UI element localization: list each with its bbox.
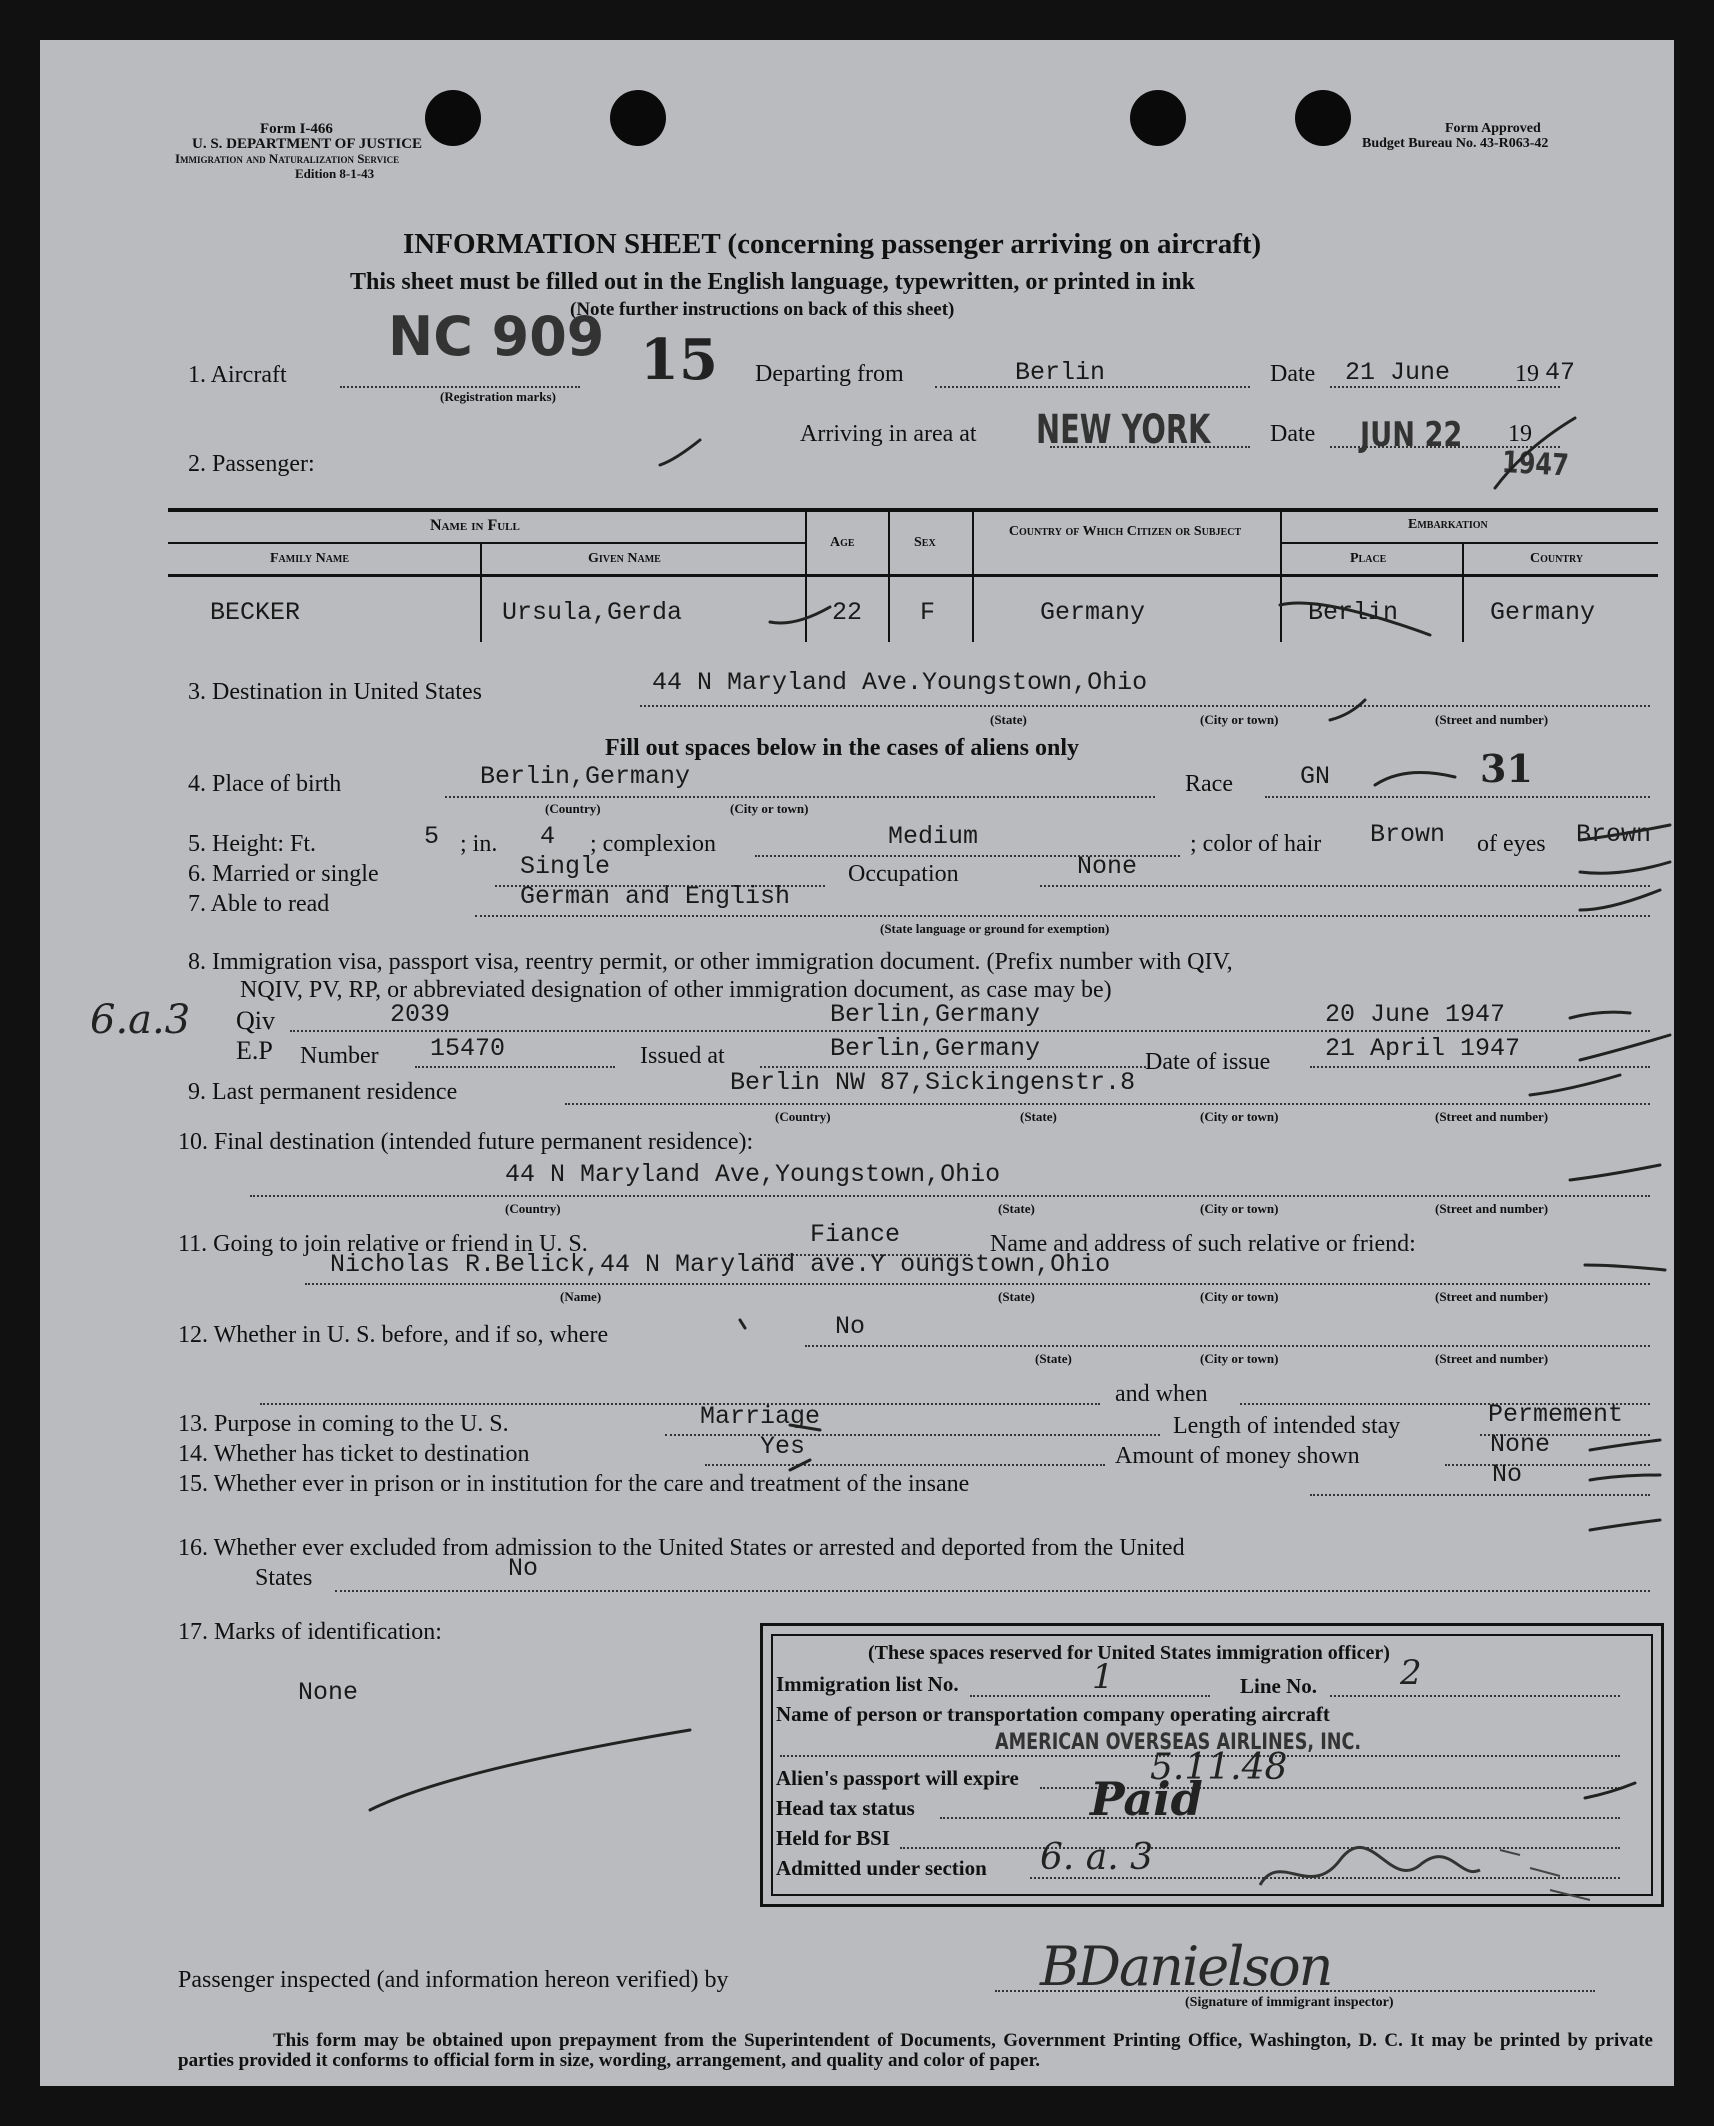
date-of-issue: 21 April 1947 <box>1325 1034 1521 1063</box>
complexion-value: Medium <box>888 822 979 851</box>
checkmarks-overlay <box>40 40 1674 2086</box>
hair-value: Brown <box>1370 820 1446 849</box>
sex: F <box>920 598 936 627</box>
caption-country: (Country) <box>505 1201 561 1216</box>
given-header: Given Name <box>588 551 661 566</box>
purpose-label: 13. Purpose in coming to the U. S. <box>178 1411 509 1437</box>
signature-caption: (Signature of immigrant inspector) <box>1185 1995 1394 2010</box>
height-ft: 5 <box>424 822 440 851</box>
height-in: 4 <box>540 822 556 851</box>
aircraft-label: 1. Aircraft <box>188 362 287 388</box>
caption-city: (City or town) <box>1200 1109 1279 1124</box>
married-value: Single <box>520 852 611 881</box>
list-value: 1 <box>1092 1657 1114 1697</box>
line-value: 2 <box>1400 1653 1422 1693</box>
complexion-label: ; complexion <box>590 831 716 857</box>
destination-label: 3. Destination in United States <box>188 679 482 705</box>
destination-value: 44 N Maryland Ave.Youngstown,Ohio <box>652 668 1148 697</box>
place-header: Place <box>1350 551 1387 566</box>
list-label: Immigration list No. <box>776 1672 959 1696</box>
qiv-date: 20 June 1947 <box>1325 1000 1506 1029</box>
number-label: Number <box>300 1043 379 1069</box>
relative-value: Nicholas R.Belick,44 N Maryland ave.Y oungstown,Ohio <box>330 1250 1111 1279</box>
passport-value: 5.11.48 <box>1150 1747 1288 1788</box>
given-name: Ursula,Gerda <box>502 598 683 627</box>
ticket-value: Yes <box>760 1432 806 1461</box>
visa-margin-note: 6.a.3 <box>90 997 191 1043</box>
depart-date-label: Date <box>1270 361 1316 387</box>
qiv-number: 2039 <box>390 1000 451 1029</box>
ticket-label: 14. Whether has ticket to destination <box>178 1441 530 1467</box>
form-number: Form I-466 <box>260 121 333 137</box>
age: 22 <box>832 598 863 627</box>
depart-year: 47 <box>1545 358 1576 387</box>
caption-street: (Street and number) <box>1435 1201 1549 1216</box>
embark-country-header: Country <box>1530 551 1584 566</box>
before-label: 12. Whether in U. S. before, and if so, where <box>178 1322 609 1348</box>
caption-state: (State) <box>1020 1109 1057 1124</box>
departing-label: Departing from <box>755 361 904 387</box>
tax-label: Head tax status <box>776 1796 915 1820</box>
excluded-value: No <box>508 1554 539 1583</box>
race-value: GN <box>1300 762 1331 791</box>
arrive-year-stamp: 1947 <box>1501 445 1570 484</box>
date-of-issue-label: Date of issue <box>1145 1049 1271 1075</box>
caption-city: (City or town) <box>1200 1201 1279 1216</box>
form-note: (Note further instructions on back of this sheet) <box>570 299 955 320</box>
arrive-year-prefix: 19 <box>1508 421 1532 447</box>
form-title: INFORMATION SHEET (concerning passenger arriving on aircraft) <box>403 228 1262 260</box>
caption-city: (City or town) <box>1200 1351 1279 1366</box>
relative-label: 11. Going to join relative or friend in U. S. <box>178 1231 588 1257</box>
caption-city: (City or town) <box>1200 712 1279 727</box>
section-value: 6. a. 3 <box>1040 1837 1154 1878</box>
residence-value: Berlin NW 87,Sickingenstr.8 <box>730 1068 1136 1097</box>
when-label: and when <box>1115 1381 1208 1407</box>
arrive-date-stamp: JUN 22 <box>1360 415 1463 455</box>
caption-country: (Country) <box>545 801 601 816</box>
visa-label: 8. Immigration visa, passport visa, reentry permit, or other immigration document. (Prefix number with QIV, <box>188 949 1233 975</box>
officer-box-title: (These spaces reserved for United States immigration officer) <box>868 1642 1390 1664</box>
registration-caption: (Registration marks) <box>440 389 556 404</box>
ep-label: E.P <box>236 1036 273 1065</box>
form-sheet <box>40 40 1674 2086</box>
stay-value: Permement <box>1488 1400 1624 1429</box>
inspector-signature: BDanielson <box>1040 1935 1332 1998</box>
purpose-value: Marriage <box>700 1402 821 1431</box>
embarkation-header: Embarkation <box>1408 517 1488 532</box>
read-label: 7. Able to read <box>188 891 330 917</box>
bsi-label: Held for BSI <box>776 1826 890 1850</box>
passport-label: Alien's passport will expire <box>776 1766 1019 1790</box>
visa-label-2: NQIV, PV, RP, or abbreviated designation of other immigration document, as case may be) <box>240 977 1112 1003</box>
citizen-country: Germany <box>1040 598 1146 627</box>
registration-suffix: 15 <box>640 327 718 393</box>
visa-number: 15470 <box>430 1034 506 1063</box>
excluded-label: 16. Whether ever excluded from admission to the United States or arrested and deported from the United <box>178 1535 1185 1561</box>
hair-label: ; color of hair <box>1190 831 1322 857</box>
caption-street: (Street and number) <box>1435 1351 1549 1366</box>
residence-label: 9. Last permanent residence <box>188 1079 458 1105</box>
edition: Edition 8-1-43 <box>295 166 375 181</box>
caption-street: (Street and number) <box>1435 712 1549 727</box>
money-label: Amount of money shown <box>1115 1443 1360 1469</box>
stay-label: Length of intended stay <box>1173 1413 1401 1439</box>
height-label: 5. Height: Ft. <box>188 831 317 857</box>
company-label: Name of person or transportation company operating aircraft <box>776 1702 1330 1726</box>
read-value: German and English <box>520 882 791 911</box>
prison-value: No <box>1492 1460 1523 1489</box>
caption-city: (City or town) <box>1200 1289 1279 1304</box>
caption-name: (Name) <box>560 1289 602 1304</box>
passenger-label: 2. Passenger: <box>188 451 315 477</box>
eyes-label: of eyes <box>1477 831 1546 857</box>
registration-stamp: NC 909 <box>388 305 605 368</box>
sex-header: Sex <box>914 535 936 550</box>
departing-value: Berlin <box>1015 358 1106 387</box>
issued-place: Berlin,Germany <box>830 1034 1041 1063</box>
marks-value: None <box>298 1678 359 1707</box>
qiv-label: Qiv <box>236 1006 275 1035</box>
final-destination-value: 44 N Maryland Ave,Youngstown,Ohio <box>505 1160 1001 1189</box>
before-value: No <box>835 1312 866 1341</box>
race-label: Race <box>1185 771 1233 797</box>
budget-bureau: Budget Bureau No. 43-R063-42 <box>1362 136 1549 151</box>
birth-label: 4. Place of birth <box>188 771 342 797</box>
caption-state: (State) <box>1035 1351 1072 1366</box>
caption-state: (State) <box>998 1201 1035 1216</box>
issued-label: Issued at <box>640 1043 725 1069</box>
relative-name-label: Name and address of such relative or friend: <box>990 1231 1416 1257</box>
marks-label: 17. Marks of identification: <box>178 1619 442 1645</box>
embark-country: Germany <box>1490 598 1596 627</box>
country-header: Country of Which Citizen or Subject <box>1008 524 1242 539</box>
caption-street: (Street and number) <box>1435 1109 1549 1124</box>
arrive-date-label: Date <box>1270 421 1316 447</box>
qiv-place: Berlin,Germany <box>830 1000 1041 1029</box>
company-stamp: AMERICAN OVERSEAS AIRLINES, INC. <box>995 1730 1362 1755</box>
age-header: Age <box>830 535 855 550</box>
married-label: 6. Married or single <box>188 861 379 887</box>
inches-label: ; in. <box>460 831 498 857</box>
inspected-label: Passenger inspected (and information hereon verified) by <box>178 1967 729 1993</box>
depart-year-prefix: 19 <box>1515 361 1539 387</box>
footer-note: This form may be obtained upon prepayment from the Superintendent of Documents, Government Printing Office, Washington, D. C. It may be printed by private parties provided it conforms to official form in size, wording, arrangement, and quality and color of paper. <box>178 2030 1653 2071</box>
form-approved: Form Approved <box>1445 121 1541 136</box>
embark-place: Berlin <box>1308 598 1399 627</box>
section-label: Admitted under section <box>776 1856 987 1880</box>
depart-date: 21 June <box>1345 358 1451 387</box>
arriving-stamp: NEW YORK <box>1036 407 1211 453</box>
service: Immigration and Naturalization Service <box>175 151 400 166</box>
eyes-value: Brown <box>1576 820 1652 849</box>
form-subtitle: This sheet must be filled out in the English language, typewritten, or printed in ink <box>350 269 1195 295</box>
caption-state: (State) <box>990 712 1027 727</box>
birth-value: Berlin,Germany <box>480 762 691 791</box>
caption-street: (Street and number) <box>1435 1289 1549 1304</box>
read-caption: (State language or ground for exemption) <box>880 921 1110 936</box>
family-header: Family Name <box>270 551 350 566</box>
race-code: 31 <box>1480 746 1533 791</box>
department: U. S. DEPARTMENT OF JUSTICE <box>192 136 423 152</box>
caption-country: (Country) <box>775 1109 831 1124</box>
prison-label: 15. Whether ever in prison or in institution for the care and treatment of the insane <box>178 1471 970 1497</box>
line-label: Line No. <box>1240 1674 1318 1698</box>
caption-state: (State) <box>998 1289 1035 1304</box>
occupation-value: None <box>1077 852 1138 881</box>
relative-relation: Fiance <box>810 1220 901 1249</box>
aliens-only-heading: Fill out spaces below in the cases of aliens only <box>605 735 1080 761</box>
name-header: Name in Full <box>430 517 520 534</box>
occupation-label: Occupation <box>848 861 959 887</box>
tax-value: Paid <box>1090 1772 1203 1826</box>
family-name: BECKER <box>210 598 301 627</box>
final-destination-label: 10. Final destination (intended future permanent residence): <box>178 1129 754 1155</box>
arriving-label: Arriving in area at <box>800 421 977 447</box>
caption-city: (City or town) <box>730 801 809 816</box>
excluded-label-2: States <box>255 1565 313 1591</box>
money-value: None <box>1490 1430 1551 1459</box>
